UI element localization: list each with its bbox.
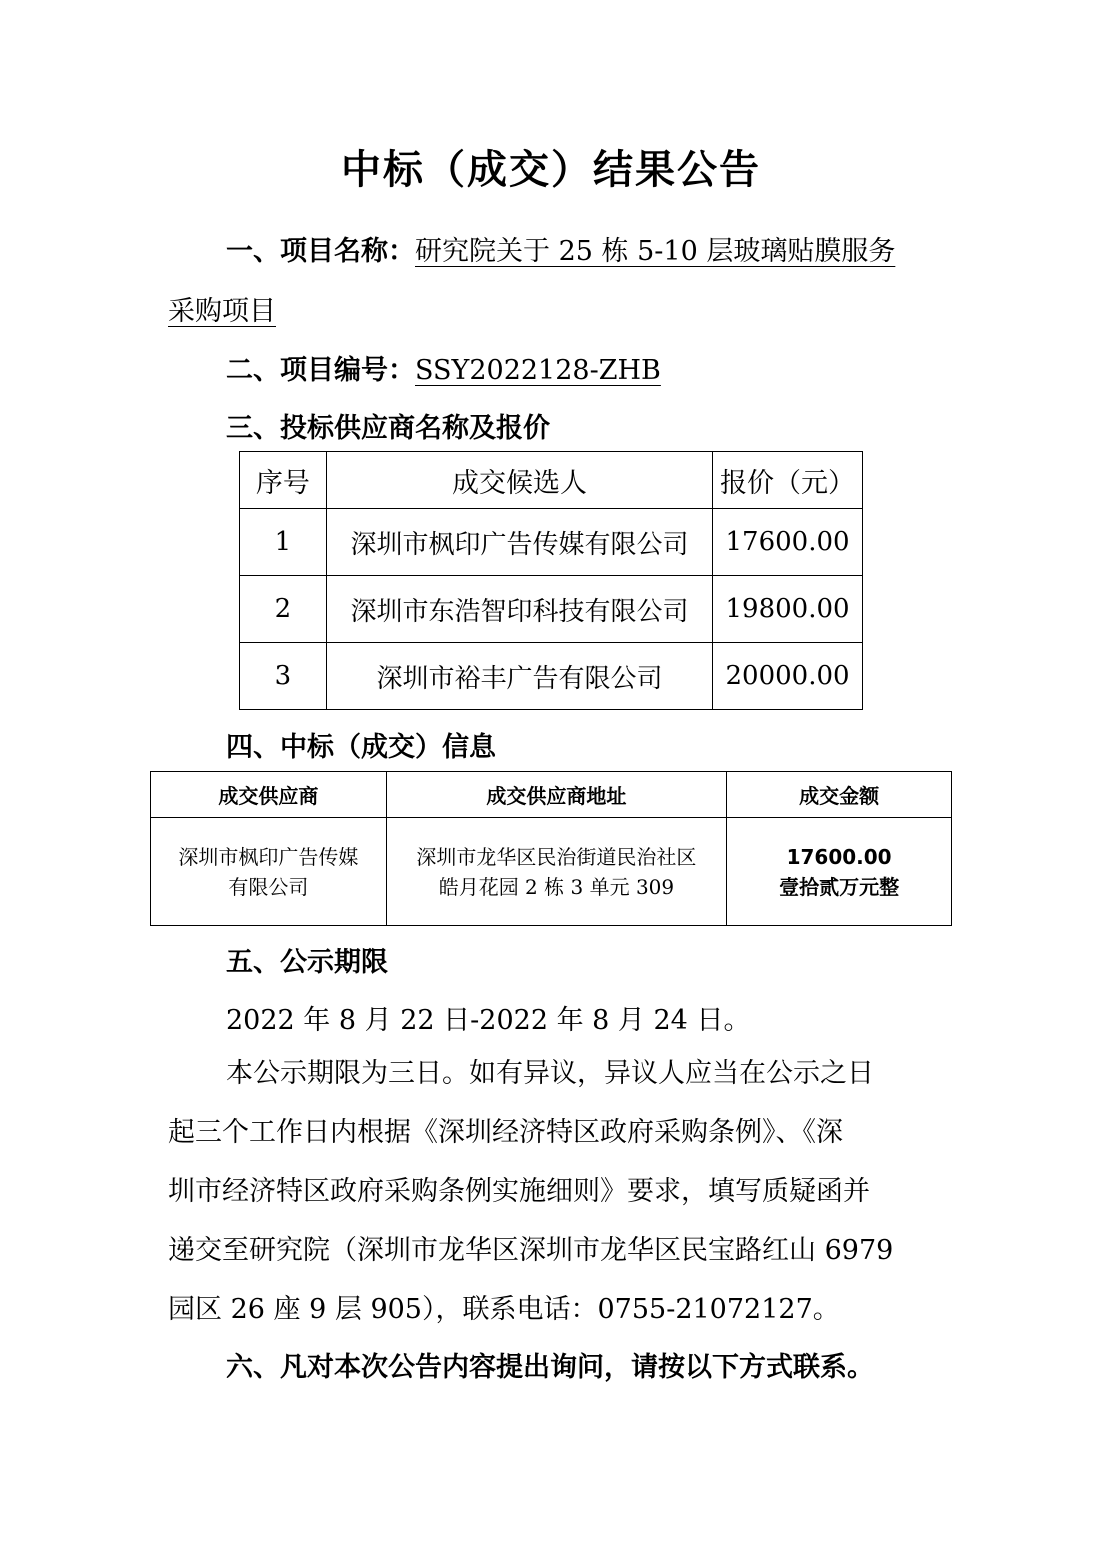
header-supplier: 成交供应商 [151,772,387,818]
project-name-value-cont: 采购项目 [168,296,276,327]
row-index: 1 [240,509,327,576]
row-candidate: 深圳市枫印广告传媒有限公司 [326,509,712,576]
row-price: 20000.00 [713,643,863,710]
table-header-row [240,452,863,509]
table-row [240,643,863,710]
bidders-heading: 三、投标供应商名称及报价 [226,413,550,444]
header-candidate: 成交候选人 [326,452,712,509]
award-address [386,818,727,926]
row-index: 3 [240,643,327,710]
page-title: 中标（成交）结果公告 [341,147,761,193]
award-table [150,771,952,926]
notice-line: 圳市经济特区政府采购条例实施细则》要求，填写质疑函并 [168,1176,870,1207]
project-number-label: 二、项目编号： [226,355,415,386]
row-candidate: 深圳市东浩智印科技有限公司 [326,576,712,643]
award-supplier-line1: 深圳市枫印广告传媒 [178,844,359,869]
project-number-line [226,348,661,387]
header-amount: 成交金额 [727,772,952,818]
notice-line: 园区 26 座 9 层 905），联系电话：0755-21072127。 [168,1294,840,1325]
table-row [240,509,863,576]
table-row [151,818,952,926]
bidders-table [239,451,863,710]
award-supplier [151,818,387,926]
row-candidate: 深圳市裕丰广告有限公司 [326,643,712,710]
contact-heading: 六、凡对本次公告内容提出询问，请按以下方式联系。 [226,1352,874,1383]
award-address-line1: 深圳市龙华区民治街道民治社区 [416,844,697,869]
table-header-row [151,772,952,818]
award-supplier-line2: 有限公司 [228,874,309,899]
publicity-heading: 五、公示期限 [226,947,388,978]
notice-line: 起三个工作日内根据《深圳经济特区政府采购条例》、《深 [168,1117,843,1148]
project-name-line [226,229,895,268]
header-address: 成交供应商地址 [386,772,727,818]
row-price: 19800.00 [713,576,863,643]
project-name-label: 一、项目名称： [226,236,415,267]
award-amount [727,818,952,926]
project-name-value: 研究院关于 25 栋 5-10 层玻璃贴膜服务 [415,236,896,267]
award-amount-words: 壹拾贰万元整 [779,874,900,899]
notice-line: 递交至研究院（深圳市龙华区深圳市龙华区民宝路红山 6979 [168,1235,894,1266]
award-address-line2: 皓月花园 2 栋 3 单元 309 [438,874,675,899]
project-number-value: SSY2022128-ZHB [415,355,661,386]
row-index: 2 [240,576,327,643]
row-price: 17600.00 [713,509,863,576]
table-row [240,576,863,643]
publicity-notice [168,1044,938,1339]
award-heading: 四、中标（成交）信息 [226,732,496,763]
publicity-dates: 2022 年 8 月 22 日-2022 年 8 月 24 日。 [226,1005,751,1036]
header-price: 报价（元） [713,452,863,509]
award-amount-number: 17600.00 [786,844,892,869]
notice-line: 本公示期限为三日。如有异议，异议人应当在公示之日 [226,1058,874,1089]
header-index: 序号 [240,452,327,509]
